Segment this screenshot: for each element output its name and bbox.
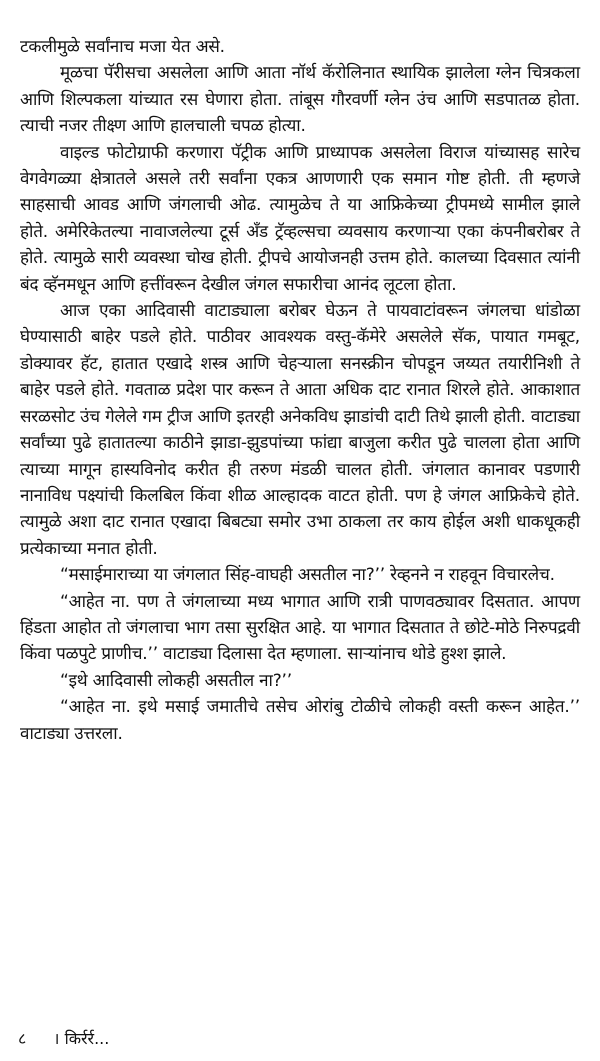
page-footer [18, 1028, 109, 1050]
book-page-text [20, 34, 580, 747]
paragraph-6: “आहेत ना. पण ते जंगलाच्या मध्य भागात आणि रात्री पाणवठ्यावर दिसतात. आपण हिंडता आहोत तो जंगलाचा भाग तसा सुरक्षित आहे. या भागात दिसतात ते छोटे-मोठे निरुपद्रवी किंवा पळपुटे प्राणीच.’’ वाटाड्या दिलासा देत म्हणाला. साऱ्यांनाच थोडे हुश्श झाले. [20, 591, 580, 665]
paragraph-8: “आहेत ना. इथे मसाई जमातीचे तसेच ओरांबु टोळीचे लोकही वस्ती करून आहेत.’’ वाटाड्या उत्तरला. [20, 697, 580, 744]
paragraph-4: आज एका आदिवासी वाटाड्याला बरोबर घेऊन ते पायवाटांवरून जंगलचा धांडोळा घेण्यासाठी बाहेर पडले होते. पाठीवर आवश्यक वस्तु-कॅमेरे असलेले सॅक, पायात गमबूट, डोक्यावर हॅट, हातात एखादे शस्त्र आणि चेहऱ्याला सनस्क्रीन चोपडून जय्यत तयारीनिशी ते बाहेर पडले होते. गवताळ प्रदेश पार करून ते आता अधिक दाट रानात शिरले होते. आकाशात सरळसोट उंच गेलेले गम ट्रीज आणि इतरही अनेकविध झाडांची दाटी तिथे झाली होती. वाटाड्या सर्वांच्या पुढे हातातल्या काठीने झाडा-झुडपांच्या फांद्या बाजुला करीत पुढे चालला होता आणि त्याच्या मागून हास्यविनोद करीत ही तरुण मंडळी चालत होती. जंगलात कानावर पडणारी नानाविध पक्ष्यांची किलबिल किंवा शीळ आल्हादक वाटत होती. पण हे जंगल आफ्रिकेचे होते. त्यामुळे अशा दाट रानात एखादा बिबट्या समोर उभा ठाकला तर काय होईल अशी धाकधूकही प्रत्येकाच्या मनात होती. [20, 301, 580, 559]
paragraph-3: वाइल्ड फोटोग्राफी करणारा पॅट्रीक आणि प्राध्यापक असलेला विराज यांच्यासह सारेच वेगवेगळ्या क्षेत्रातले असले तरी सर्वांना एकत्र आणणारी एक समान गोष्ट होती. ती म्हणजे साहसाची आवड आणि जंगलाची ओढ. त्यामुळेच ते या आफ्रिकेच्या ट्रीपमध्ये सामील झाले होते. अमेरिकेतल्या नावाजलेल्या टूर्स अँड ट्रॅव्हल्सचा व्यवसाय करणाऱ्या एका कंपनीबरोबर ते होते. त्यामुळे सारी व्यवस्था चोख होती. ट्रीपचे आयोजनही उत्तम होते. कालच्या दिवसात त्यांनी बंद व्हॅनमधून आणि हत्तींवरून देखील जंगल सफारीचा आनंद लूटला होता. [20, 142, 580, 295]
paragraph-7: “इथे आदिवासी लोकही असतील ना?’’ [60, 670, 292, 691]
page-number: ८ [18, 1029, 27, 1048]
paragraph-2: मूळचा पॅरीसचा असलेला आणि आता नॉर्थ कॅरोलिनात स्थायिक झालेला ग्लेन चित्रकला आणि शिल्पकला यांच्यात रस घेणारा होता. तांबूस गौरवर्णी ग्लेन उंच आणि सडपातळ होता. त्याची नजर तीक्ष्ण आणि हालचाली चपळ होत्या. [20, 63, 580, 137]
running-title: । किर्रर्र... [53, 1029, 110, 1048]
paragraph-1: टकलीमुळे सर्वांनाच मजा येत असे. [20, 37, 225, 57]
paragraph-5: “मसाईमाराच्या या जंगलात सिंह-वाघही असतील ना?’’ रेव्हनने न राहवून विचारलेच. [60, 565, 555, 586]
